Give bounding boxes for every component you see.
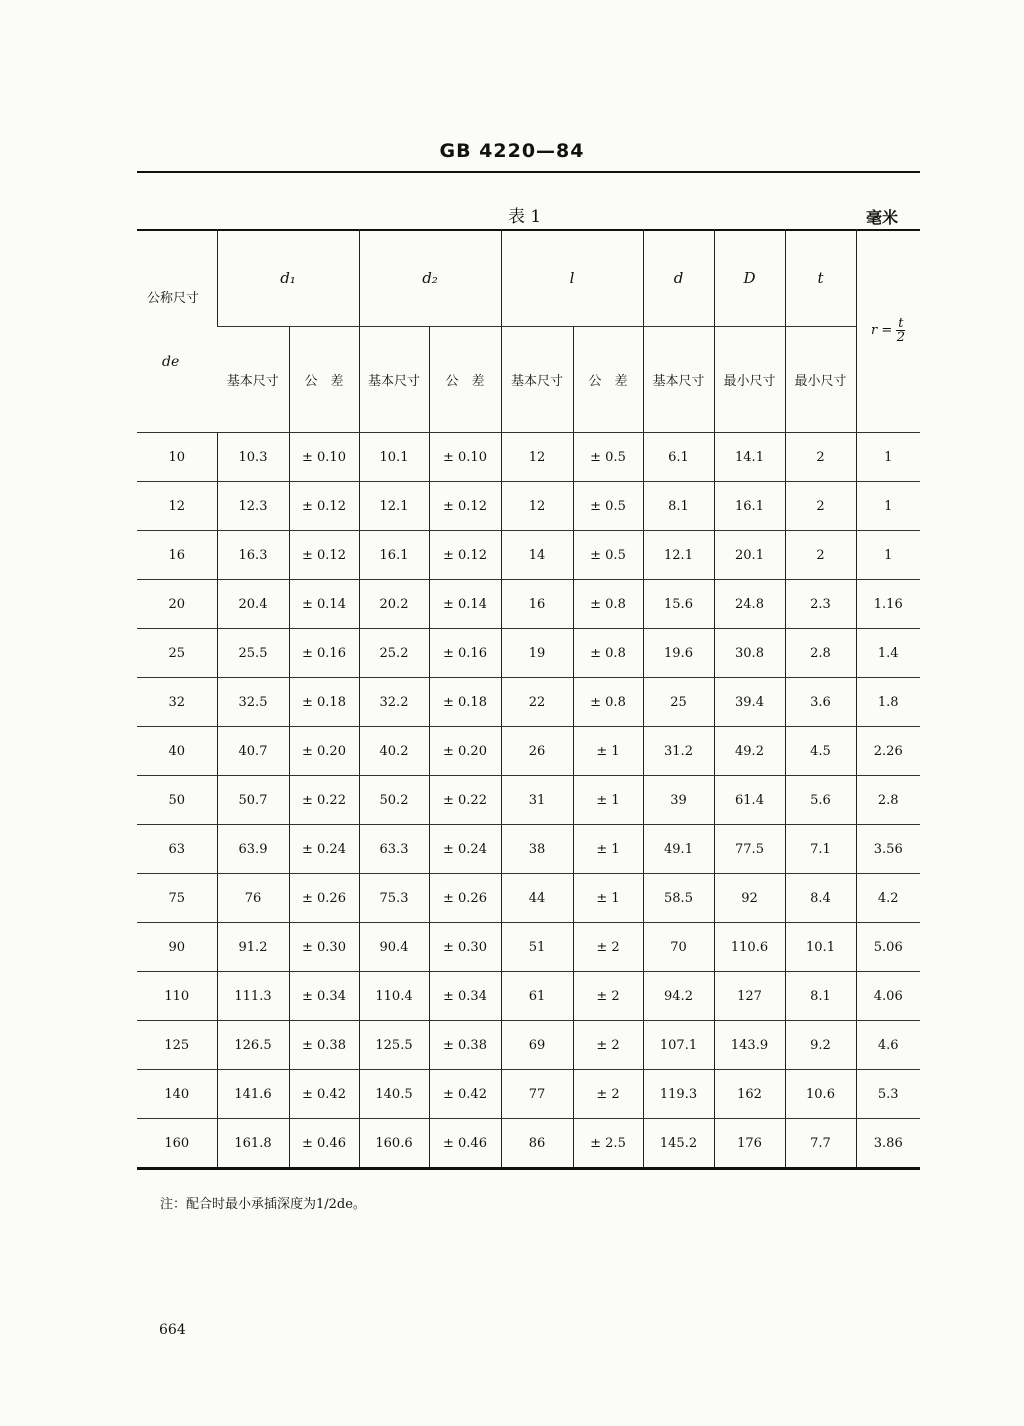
table-cell: 20.2 bbox=[359, 580, 429, 629]
table-cell: 16.3 bbox=[217, 531, 289, 580]
table-cell: 4.2 bbox=[856, 874, 920, 923]
table-cell: 25 bbox=[137, 629, 217, 678]
table-cell: 20.4 bbox=[217, 580, 289, 629]
table-cell: 127 bbox=[714, 972, 785, 1021]
table-row bbox=[137, 1070, 920, 1119]
table-row bbox=[137, 629, 920, 678]
header-d: d bbox=[643, 229, 714, 327]
table-cell: ± 1 bbox=[573, 727, 643, 776]
table-cell: ± 0.34 bbox=[289, 972, 359, 1021]
table-cell: 39 bbox=[643, 776, 714, 825]
table-row bbox=[137, 727, 920, 776]
table-cell: 70 bbox=[643, 923, 714, 972]
table-row bbox=[137, 923, 920, 972]
table-cell: ± 0.16 bbox=[429, 629, 501, 678]
subheader-cell: 最小尺寸 bbox=[714, 327, 785, 433]
subheader-cell: 基本尺寸 bbox=[217, 327, 289, 433]
table-cell: 140.5 bbox=[359, 1070, 429, 1119]
subheader-cell: 公 差 bbox=[573, 327, 643, 433]
table-cell: 8.4 bbox=[785, 874, 856, 923]
table-row bbox=[137, 580, 920, 629]
table-cell: 110 bbox=[137, 972, 217, 1021]
table-cell: 160 bbox=[137, 1119, 217, 1169]
table-row bbox=[137, 1119, 920, 1169]
table-cell: ± 0.20 bbox=[289, 727, 359, 776]
symbol-header-row bbox=[137, 229, 920, 327]
dimension-table bbox=[137, 229, 920, 1170]
table-cell: 10.3 bbox=[217, 433, 289, 482]
document-header: GB 4220—84 bbox=[439, 140, 585, 162]
table-cell: ± 0.24 bbox=[429, 825, 501, 874]
table-cell: 20.1 bbox=[714, 531, 785, 580]
table-cell: ± 0.22 bbox=[429, 776, 501, 825]
table-title: 表 1 bbox=[508, 207, 542, 227]
de-label: de bbox=[162, 354, 180, 370]
table-cell: 2.8 bbox=[856, 776, 920, 825]
header-rule bbox=[137, 171, 920, 173]
table-cell: ± 0.10 bbox=[289, 433, 359, 482]
table-cell: 14 bbox=[501, 531, 573, 580]
table-cell: ± 0.5 bbox=[573, 433, 643, 482]
nominal-size-header bbox=[137, 229, 217, 433]
table-cell: 20 bbox=[137, 580, 217, 629]
subheader-cell: 最小尺寸 bbox=[785, 327, 856, 433]
table-cell: ± 0.20 bbox=[429, 727, 501, 776]
table-cell: 58.5 bbox=[643, 874, 714, 923]
table-row bbox=[137, 874, 920, 923]
table-cell: ± 0.46 bbox=[289, 1119, 359, 1169]
table-cell: 86 bbox=[501, 1119, 573, 1169]
table-cell: ± 0.46 bbox=[429, 1119, 501, 1169]
table-cell: 12 bbox=[501, 433, 573, 482]
header-r-formula bbox=[856, 229, 920, 433]
table-cell: 90 bbox=[137, 923, 217, 972]
subheader-cell: 基本尺寸 bbox=[359, 327, 429, 433]
table-cell: 12.3 bbox=[217, 482, 289, 531]
table-cell: 75.3 bbox=[359, 874, 429, 923]
table-cell: 77.5 bbox=[714, 825, 785, 874]
table-cell: 92 bbox=[714, 874, 785, 923]
table-cell: 4.06 bbox=[856, 972, 920, 1021]
table-cell: 90.4 bbox=[359, 923, 429, 972]
table-cell: ± 0.26 bbox=[289, 874, 359, 923]
table-cell: 16 bbox=[501, 580, 573, 629]
table-cell: 12.1 bbox=[359, 482, 429, 531]
table-cell: ± 0.38 bbox=[289, 1021, 359, 1070]
table-cell: ± 1 bbox=[573, 776, 643, 825]
table-cell: 3.56 bbox=[856, 825, 920, 874]
table-cell: ± 0.22 bbox=[289, 776, 359, 825]
table-cell: 110.4 bbox=[359, 972, 429, 1021]
table-cell: 12 bbox=[137, 482, 217, 531]
table-cell: 51 bbox=[501, 923, 573, 972]
table-cell: ± 0.42 bbox=[429, 1070, 501, 1119]
subheader-row bbox=[137, 327, 920, 433]
table-cell: ± 2 bbox=[573, 923, 643, 972]
table-cell: 1 bbox=[856, 433, 920, 482]
table-cell: ± 0.5 bbox=[573, 531, 643, 580]
table-cell: 24.8 bbox=[714, 580, 785, 629]
table-cell: 50.7 bbox=[217, 776, 289, 825]
table-cell: ± 0.24 bbox=[289, 825, 359, 874]
table-cell: 8.1 bbox=[785, 972, 856, 1021]
header-d2: d₂ bbox=[359, 229, 501, 327]
table-cell: 2.26 bbox=[856, 727, 920, 776]
table-cell: 16 bbox=[137, 531, 217, 580]
table-cell: 141.6 bbox=[217, 1070, 289, 1119]
table-cell: 140 bbox=[137, 1070, 217, 1119]
table-cell: ± 0.12 bbox=[429, 531, 501, 580]
table-cell: 2 bbox=[785, 433, 856, 482]
table-unit: 毫米 bbox=[866, 208, 899, 227]
table-cell: 61 bbox=[501, 972, 573, 1021]
table-cell: ± 2 bbox=[573, 972, 643, 1021]
table-cell: ± 0.14 bbox=[289, 580, 359, 629]
r-formula-lhs: r = bbox=[871, 323, 893, 338]
table-cell: ± 0.12 bbox=[289, 482, 359, 531]
table-cell: 125 bbox=[137, 1021, 217, 1070]
table-cell: 1.16 bbox=[856, 580, 920, 629]
table-cell: 7.1 bbox=[785, 825, 856, 874]
table-cell: 63.9 bbox=[217, 825, 289, 874]
table-cell: ± 0.30 bbox=[429, 923, 501, 972]
table-cell: 31.2 bbox=[643, 727, 714, 776]
table-cell: 69 bbox=[501, 1021, 573, 1070]
table-cell: 7.7 bbox=[785, 1119, 856, 1169]
r-formula-denominator: 2 bbox=[896, 330, 905, 345]
table-cell: 77 bbox=[501, 1070, 573, 1119]
table-row bbox=[137, 1021, 920, 1070]
table-cell: 5.3 bbox=[856, 1070, 920, 1119]
table-cell: 49.1 bbox=[643, 825, 714, 874]
subheader-cell: 公 差 bbox=[429, 327, 501, 433]
table-cell: 32.5 bbox=[217, 678, 289, 727]
table-cell: 75 bbox=[137, 874, 217, 923]
table-cell: ± 0.18 bbox=[289, 678, 359, 727]
table-cell: ± 0.26 bbox=[429, 874, 501, 923]
table-cell: ± 0.12 bbox=[289, 531, 359, 580]
table-cell: ± 0.38 bbox=[429, 1021, 501, 1070]
table-cell: 25 bbox=[643, 678, 714, 727]
header-t: t bbox=[785, 229, 856, 327]
table-cell: 161.8 bbox=[217, 1119, 289, 1169]
table-cell: 40.2 bbox=[359, 727, 429, 776]
header-d1: d₁ bbox=[217, 229, 359, 327]
table-cell: ± 0.16 bbox=[289, 629, 359, 678]
table-cell: ± 0.42 bbox=[289, 1070, 359, 1119]
table-cell: 2.3 bbox=[785, 580, 856, 629]
table-cell: ± 0.8 bbox=[573, 678, 643, 727]
table-cell: ± 0.34 bbox=[429, 972, 501, 1021]
r-formula bbox=[871, 317, 905, 344]
table-cell: 10.6 bbox=[785, 1070, 856, 1119]
table-body bbox=[137, 433, 920, 1169]
table-cell: 16.1 bbox=[359, 531, 429, 580]
r-formula-numerator: t bbox=[898, 316, 904, 331]
table-row bbox=[137, 433, 920, 482]
table-cell: 22 bbox=[501, 678, 573, 727]
table-row bbox=[137, 482, 920, 531]
table-cell: 10.1 bbox=[785, 923, 856, 972]
header-D: D bbox=[714, 229, 785, 327]
table-cell: 2 bbox=[785, 482, 856, 531]
table-cell: 162 bbox=[714, 1070, 785, 1119]
table-cell: 111.3 bbox=[217, 972, 289, 1021]
table-cell: 12 bbox=[501, 482, 573, 531]
table-cell: 19.6 bbox=[643, 629, 714, 678]
nominal-size-label: 公称尺寸 bbox=[147, 291, 200, 306]
table-cell: 145.2 bbox=[643, 1119, 714, 1169]
table-cell: 63 bbox=[137, 825, 217, 874]
table-cell: ± 1 bbox=[573, 825, 643, 874]
table-cell: 38 bbox=[501, 825, 573, 874]
table-cell: ± 2 bbox=[573, 1021, 643, 1070]
table-cell: 63.3 bbox=[359, 825, 429, 874]
table-cell: 9.2 bbox=[785, 1021, 856, 1070]
table-cell: 40.7 bbox=[217, 727, 289, 776]
table-cell: 15.6 bbox=[643, 580, 714, 629]
table-note: 注：配合时最小承插深度为1/2de。 bbox=[160, 1197, 366, 1212]
r-formula-fraction bbox=[896, 317, 905, 344]
table-cell: 12.1 bbox=[643, 531, 714, 580]
table-cell: ± 1 bbox=[573, 874, 643, 923]
table-cell: ± 0.18 bbox=[429, 678, 501, 727]
table-cell: 10 bbox=[137, 433, 217, 482]
table-cell: 25.2 bbox=[359, 629, 429, 678]
table-cell: 110.6 bbox=[714, 923, 785, 972]
table-row bbox=[137, 678, 920, 727]
table-cell: 50 bbox=[137, 776, 217, 825]
table-cell: 3.6 bbox=[785, 678, 856, 727]
table-cell: 76 bbox=[217, 874, 289, 923]
table-cell: ± 0.8 bbox=[573, 580, 643, 629]
table-cell: 49.2 bbox=[714, 727, 785, 776]
table-cell: 91.2 bbox=[217, 923, 289, 972]
table-cell: 31 bbox=[501, 776, 573, 825]
page-number: 664 bbox=[159, 1322, 186, 1338]
table-cell: 14.1 bbox=[714, 433, 785, 482]
subheader-cell: 基本尺寸 bbox=[643, 327, 714, 433]
table-row bbox=[137, 825, 920, 874]
table-cell: ± 0.30 bbox=[289, 923, 359, 972]
table-cell: 1.4 bbox=[856, 629, 920, 678]
table-cell: 125.5 bbox=[359, 1021, 429, 1070]
table-cell: 16.1 bbox=[714, 482, 785, 531]
table-cell: ± 2 bbox=[573, 1070, 643, 1119]
table-cell: 4.5 bbox=[785, 727, 856, 776]
table-cell: 25.5 bbox=[217, 629, 289, 678]
table-cell: 44 bbox=[501, 874, 573, 923]
table-cell: 50.2 bbox=[359, 776, 429, 825]
subheader-cell: 基本尺寸 bbox=[501, 327, 573, 433]
table-cell: ± 2.5 bbox=[573, 1119, 643, 1169]
table-cell: ± 0.10 bbox=[429, 433, 501, 482]
table-cell: 19 bbox=[501, 629, 573, 678]
table-cell: ± 0.8 bbox=[573, 629, 643, 678]
table-row bbox=[137, 972, 920, 1021]
table-cell: 2.8 bbox=[785, 629, 856, 678]
table-cell: 32 bbox=[137, 678, 217, 727]
table-cell: 94.2 bbox=[643, 972, 714, 1021]
table-cell: 2 bbox=[785, 531, 856, 580]
table-cell: 5.06 bbox=[856, 923, 920, 972]
table-cell: 126.5 bbox=[217, 1021, 289, 1070]
table-cell: 107.1 bbox=[643, 1021, 714, 1070]
table-cell: 6.1 bbox=[643, 433, 714, 482]
table-cell: ± 0.14 bbox=[429, 580, 501, 629]
table-cell: ± 0.12 bbox=[429, 482, 501, 531]
table-cell: 143.9 bbox=[714, 1021, 785, 1070]
table-cell: 30.8 bbox=[714, 629, 785, 678]
table-cell: 1.8 bbox=[856, 678, 920, 727]
table-cell: 39.4 bbox=[714, 678, 785, 727]
table-cell: 4.6 bbox=[856, 1021, 920, 1070]
subheader-cell: 公 差 bbox=[289, 327, 359, 433]
table-cell: 40 bbox=[137, 727, 217, 776]
header-l: l bbox=[501, 229, 643, 327]
table-cell: ± 0.5 bbox=[573, 482, 643, 531]
table-cell: 61.4 bbox=[714, 776, 785, 825]
table-cell: 26 bbox=[501, 727, 573, 776]
table-row bbox=[137, 531, 920, 580]
table-cell: 1 bbox=[856, 482, 920, 531]
table-cell: 119.3 bbox=[643, 1070, 714, 1119]
table-cell: 1 bbox=[856, 531, 920, 580]
table-cell: 5.6 bbox=[785, 776, 856, 825]
table-cell: 10.1 bbox=[359, 433, 429, 482]
table-cell: 8.1 bbox=[643, 482, 714, 531]
table-row bbox=[137, 776, 920, 825]
table-cell: 3.86 bbox=[856, 1119, 920, 1169]
table-cell: 32.2 bbox=[359, 678, 429, 727]
table-cell: 160.6 bbox=[359, 1119, 429, 1169]
table-cell: 176 bbox=[714, 1119, 785, 1169]
